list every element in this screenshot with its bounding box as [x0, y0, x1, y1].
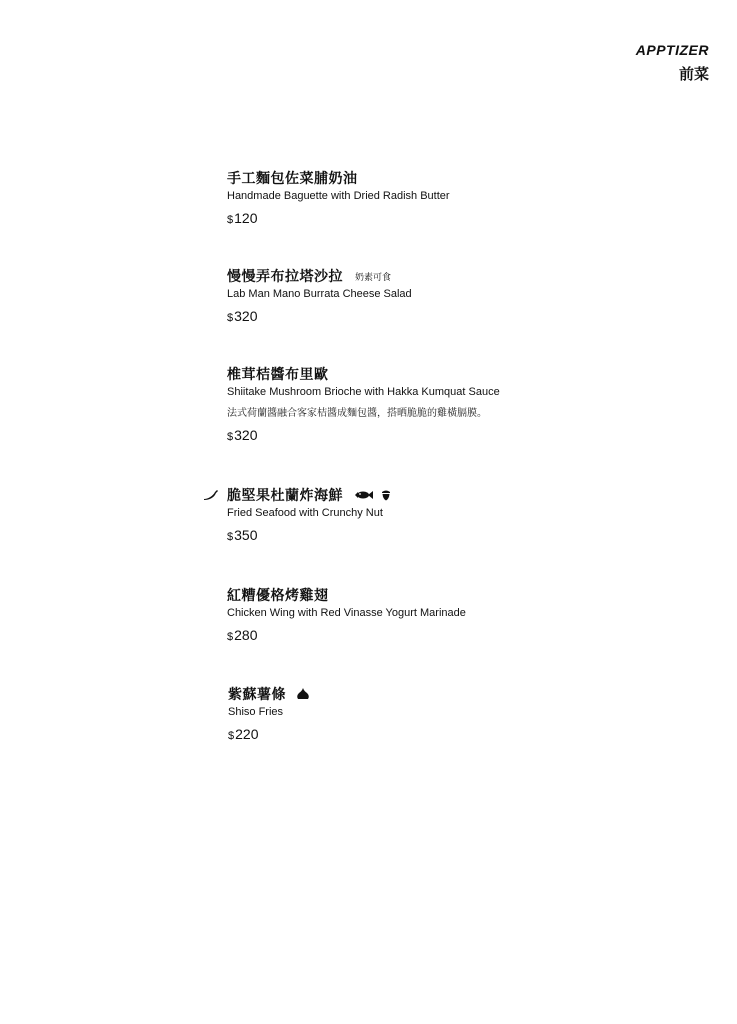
menu-item: [227, 364, 500, 443]
menu-item: [227, 585, 466, 643]
item-name-zh: 手工麵包佐菜脯奶油: [227, 171, 358, 187]
item-name-zh: 慢慢弄布拉塔沙拉: [227, 269, 343, 285]
item-name-zh: 紅糟優格烤雞翅: [227, 588, 329, 604]
item-price: $220: [228, 726, 259, 742]
item-price: $320: [227, 308, 258, 324]
item-name-en: Handmade Baguette with Dried Radish Butter: [227, 190, 450, 202]
item-name-en: Fried Seafood with Crunchy Nut: [227, 507, 383, 519]
menu-header: [636, 42, 709, 84]
item-description: 法式荷蘭醬融合客家桔醬成麵包醬，搭晒脆脆的雞橫膈膜。: [227, 408, 487, 419]
item-price: $320: [227, 427, 258, 443]
item-name-en: Chicken Wing with Red Vinasse Yogurt Marinade: [227, 607, 466, 619]
dietary-tag: 奶素可食: [355, 272, 392, 283]
item-name-zh: 脆堅果杜蘭炸海鮮: [227, 488, 343, 504]
item-name-en: Shiitake Mushroom Brioche with Hakka Kumquat Sauce: [227, 386, 500, 398]
item-price: $120: [227, 210, 258, 226]
nut-icon: [381, 489, 391, 501]
item-price: $280: [227, 627, 258, 643]
menu-item: [227, 485, 391, 543]
item-price: $350: [227, 527, 258, 543]
item-name-zh: 椎茸桔醬布里歐: [227, 367, 329, 383]
header-title-en: APPTIZER: [635, 42, 709, 58]
menu-item: [227, 168, 450, 226]
menu-item: [227, 266, 412, 324]
menu-item: [228, 684, 310, 742]
garlic-icon: [296, 688, 310, 700]
item-name-en: Shiso Fries: [228, 706, 284, 718]
chili-icon: [203, 489, 219, 501]
header-title-zh: 前菜: [678, 65, 709, 83]
item-name-en: Lab Man Mano Burrata Cheese Salad: [227, 288, 412, 300]
item-name-zh: 紫蘇薯條: [228, 687, 286, 703]
fish-icon: [355, 490, 373, 500]
